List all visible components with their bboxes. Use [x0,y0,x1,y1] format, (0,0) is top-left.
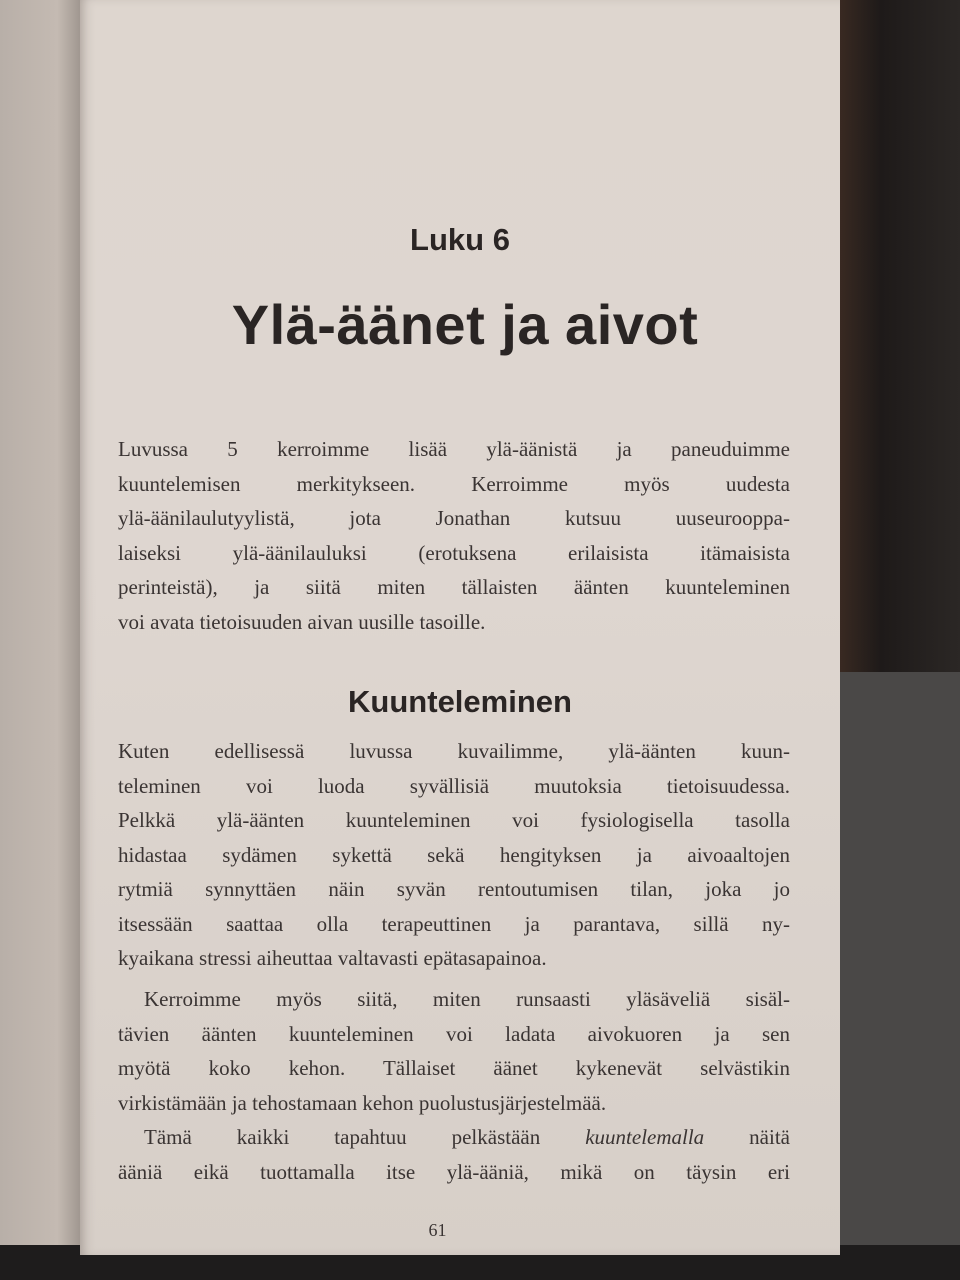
text-line: Luvussa 5 kerroimme lisää ylä-äänistä ja paneuduimme [118,437,790,461]
emphasized-word: kuuntelemalla [585,1125,705,1149]
chapter-title: Ylä-äänet ja aivot [231,293,699,356]
body-paragraph-2 [118,982,790,1120]
text-line [118,1120,790,1155]
text-line: myötä koko kehon. Tällaiset äänet kykenevät selvästikin [118,1056,790,1080]
chapter-label: Luku 6 [410,222,510,257]
text-line: teleminen voi luoda syvällisiä muutoksia tietoisuudessa. [118,773,790,798]
book-page [80,0,840,1255]
text-line: laiseksi ylä-äänilauluksi (erotuksena erilaisista itämaisista [118,540,790,565]
text-line: hidastaa sydämen sykettä sekä hengityksen ja aivoaaltojen [118,842,790,867]
text-line: kuuntelemisen merkitykseen. Kerroimme myös uudesta [118,471,790,496]
text-line: voi avata tietoisuuden aivan uusille tasoille. [118,609,486,634]
text-line: perinteistä), ja siitä miten tällaisten äänten kuunteleminen [118,575,790,599]
text-fragment: Tämä kaikki tapahtuu pelkästään [144,1125,586,1149]
background-shadow [838,0,960,672]
body-paragraph-3 [118,1120,790,1189]
text-line: Kuten edellisessä luvussa kuvailimme, ylä-äänten kuun- [118,739,790,763]
text-line: kyaikana stressi aiheuttaa valtavasti epätasapainoa. [118,946,547,970]
page-number: 61 [428,1220,447,1240]
text-line: Pelkkä ylä-äänten kuunteleminen voi fysiologisella tasolla [118,808,790,832]
text-line: ääniä eikä tuottamalla itse ylä-ääniä, mikä on täysin eri [118,1159,790,1184]
section-heading: Kuunteleminen [348,684,572,719]
intro-paragraph [118,432,790,639]
body-paragraph-1 [118,734,790,976]
text-line: tävien äänten kuunteleminen voi ladata aivokuoren ja sen [118,1021,790,1046]
text-line: virkistämään ja tehostamaan kehon puolustusjärjestelmää. [118,1090,607,1115]
background-fabric [838,672,960,1280]
text-line: ylä-äänilaulutyylistä, jota Jonathan kutsuu uuseurooppa- [118,506,790,530]
text-line: itsessään saattaa olla terapeuttinen ja parantava, sillä ny- [118,911,790,936]
text-fragment: näitä [704,1125,790,1149]
text-line: rytmiä synnyttäen näin syvän rentoutumisen tilan, joka jo [118,877,790,901]
text-line: Kerroimme myös siitä, miten runsaasti yläsäveliä sisäl- [144,987,790,1011]
previous-page-edge [0,0,82,1280]
